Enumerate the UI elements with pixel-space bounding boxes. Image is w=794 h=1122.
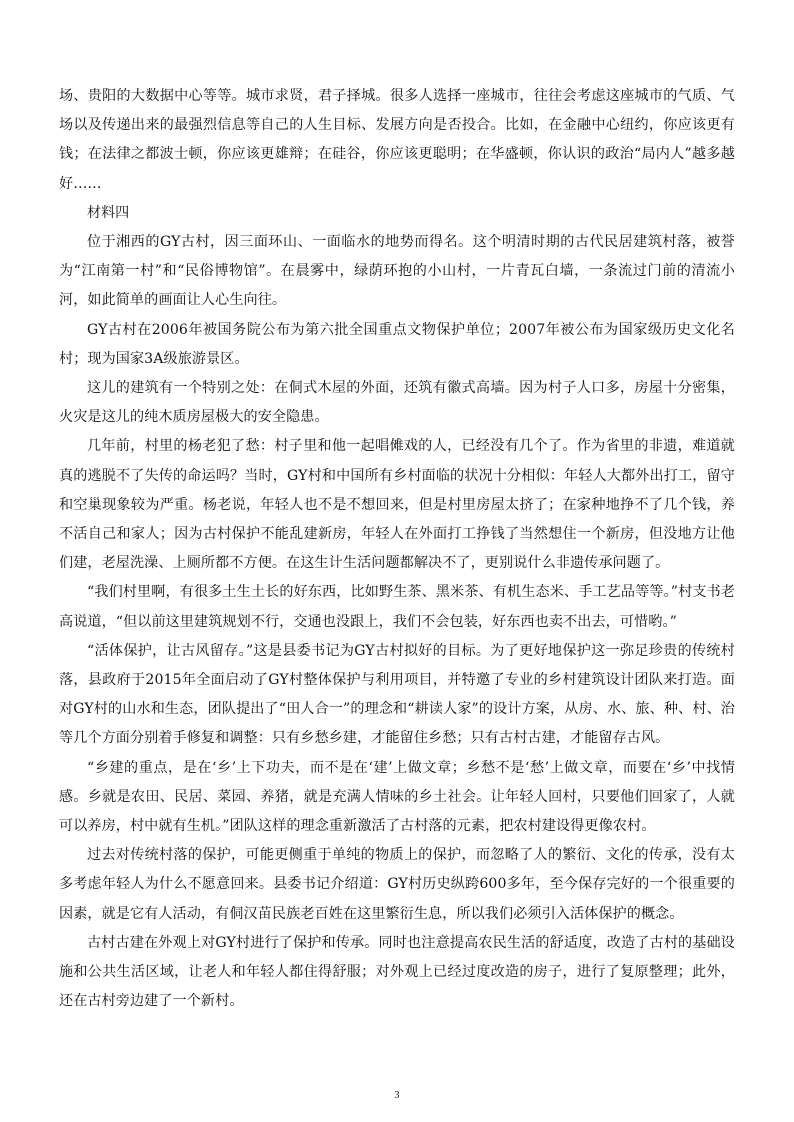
- document-body: [59, 82, 735, 1017]
- paragraph-village-secretary: “我们村里啊，有很多土生土长的好东西，比如野生茶、黑米茶、有机生态米、手工艺品等等。”村支书老高说道，“但以前这里建筑规划不行，交通也没跟上，我们不会包装，好东西也卖不出去，可惜哟。”: [59, 584, 735, 630]
- paragraph-living-protection: “活体保护，让古风留存。”这是县委书记为GY古村拟好的目标。为了更好地保护这一弥足珍贵的传统村落，县政府于2015年全面启动了GY村整体保护与利用项目，并特邀了专业的乡村建筑设计团队来打造。面对GY村的山水和生态，团队提出了“田人合一”的理念和“耕读人家”的设计方案，从房、水、旅、种、村、治等几个方面分别着手修复和调整：只有乡愁乡建，才能留住乡愁；只有古村古建，才能留存古风。: [59, 642, 735, 747]
- paragraph-elder-yang: 几年前，村里的杨老犯了愁：村子里和他一起唱傩戏的人，已经没有几个了。作为省里的非遗，难道就真的逃脱不了失传的命运吗？当时，GY村和中国所有乡村面临的状况十分相似：年轻人大都外出打工，留守和空巢现象较为严重。杨老说，年轻人也不是不想回来，但是村里房屋太挤了；在家种地挣不了几个钱，养不活自己和家人；因为古村保护不能乱建新房，年轻人在外面打工挣钱了当然想住一个新房，但没地方让他们建，老屋洗澡、上厕所都不方便。在这生计生活问题都解决不了，更别说什么非遗传承问题了。: [59, 438, 735, 572]
- paragraph-architecture: 这儿的建筑有一个特别之处：在侗式木屋的外面，还筑有徽式高墙。因为村子人口多，房屋十分密集，火灾是这儿的纯木质房屋极大的安全隐患。: [59, 380, 735, 426]
- paragraph-gy-village-status: GY古村在2006年被国务院公布为第六批全国重点文物保护单位；2007年被公布为国家级历史文化名村；现为国家3A级旅游景区。: [59, 321, 735, 367]
- paragraph-past-protection: 过去对传统村落的保护，可能更侧重于单纯的物质上的保护，而忽略了人的繁衍、文化的传承，没有太多考虑年轻人为什么不愿意回来。县委书记介绍道：GY村历史纵跨600多年，至今保存完好的一个很重要的因素，就是它有人活动，有侗汉苗民族老百姓在这里繁衍生息，所以我们必须引入活体保护的概念。: [59, 847, 735, 922]
- section-heading-material-four: 材料四: [87, 204, 130, 221]
- paragraph-gy-village-intro: 位于湘西的GY古村，因三面环山、一面临水的地势而得名。这个明清时期的古代民居建筑村落，被誉为“江南第一村”和“民俗博物馆”。在晨雾中，绿荫环抱的小山村，一片青瓦白墙，一条流过门前的清流小河，如此简单的画面让人心生向往。: [59, 234, 735, 309]
- paragraph-ancient-village-renovation: 古村古建在外观上对GY村进行了保护和传承。同时也注意提高农民生活的舒适度，改造了古村的基础设施和公共生活区域，让老人和年轻人都住得舒服；对外观上已经过度改造的房子，进行了复原整理；此外，还在古村旁边建了一个新村。: [59, 934, 735, 1010]
- page-number: 3: [394, 1090, 400, 1101]
- paragraph-city-selection: 场、贵阳的大数据中心等等。城市求贤，君子择城。很多人选择一座城市，往往会考虑这座城市的气质、气场以及传递出来的最强烈信息等自己的人生目标、发展方向是否投合。比如，在金融中心纽约，你应该更有钱；在法律之都波士顿，你应该更雄辩；在硅谷，你应该更聪明；在华盛顿，你认识的政治“局内人”越多越好……: [59, 88, 735, 192]
- paragraph-rural-construction: “乡建的重点，是在‘乡’上下功夫，而不是在‘建’上做文章；乡愁不是‘愁’上做文章，而要在‘乡’中找情感。乡就是农田、民居、菜园、养猪，就是充满人情味的乡土社会。让年轻人回村，只要他们回家了，人就可以养房，村中就有生机。”团队这样的理念重新激活了古村落的元素，把农村建设得更像农村。: [59, 759, 735, 835]
